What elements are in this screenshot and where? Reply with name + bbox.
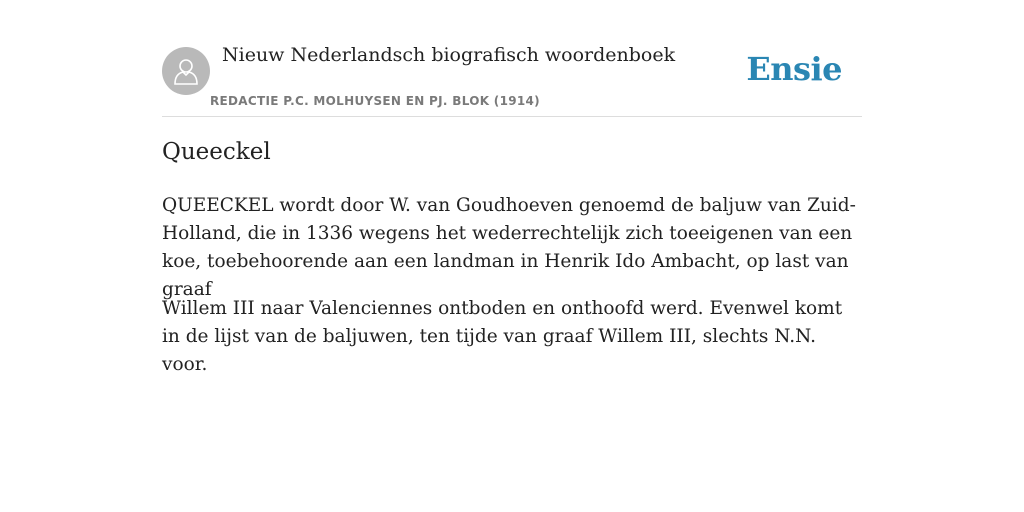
user-icon [172, 56, 200, 86]
entry-paragraph-2: Willem III naar Valenciennes ontboden en onthoofd werd. Evenwel komt in de lijst van de baljuwen, ten tijde van graaf Willem III, slechts N.N. voor. [162, 298, 843, 375]
ensie-logo-link[interactable]: Ensie [746, 50, 842, 88]
entry-paragraph-1: QUEECKEL wordt door W. van Goudhoeven genoemd de baljuw van Zuid-Holland, die in 1336 wegens het wederrechtelijk zich toeeigenen van een koe, toebehoorende aan een landman in Henrik Ido Ambacht, op last van graaf [162, 195, 856, 300]
source-header [162, 0, 862, 117]
source-editors: REDACTIE P.C. MOLHUYSEN EN PJ. BLOK (1914) [210, 94, 540, 108]
page [162, 0, 862, 375]
source-title[interactable]: Nieuw Nederlandsch biografisch woordenboek [222, 44, 676, 66]
entry-title: Queeckel [162, 139, 271, 165]
avatar[interactable] [162, 47, 210, 95]
